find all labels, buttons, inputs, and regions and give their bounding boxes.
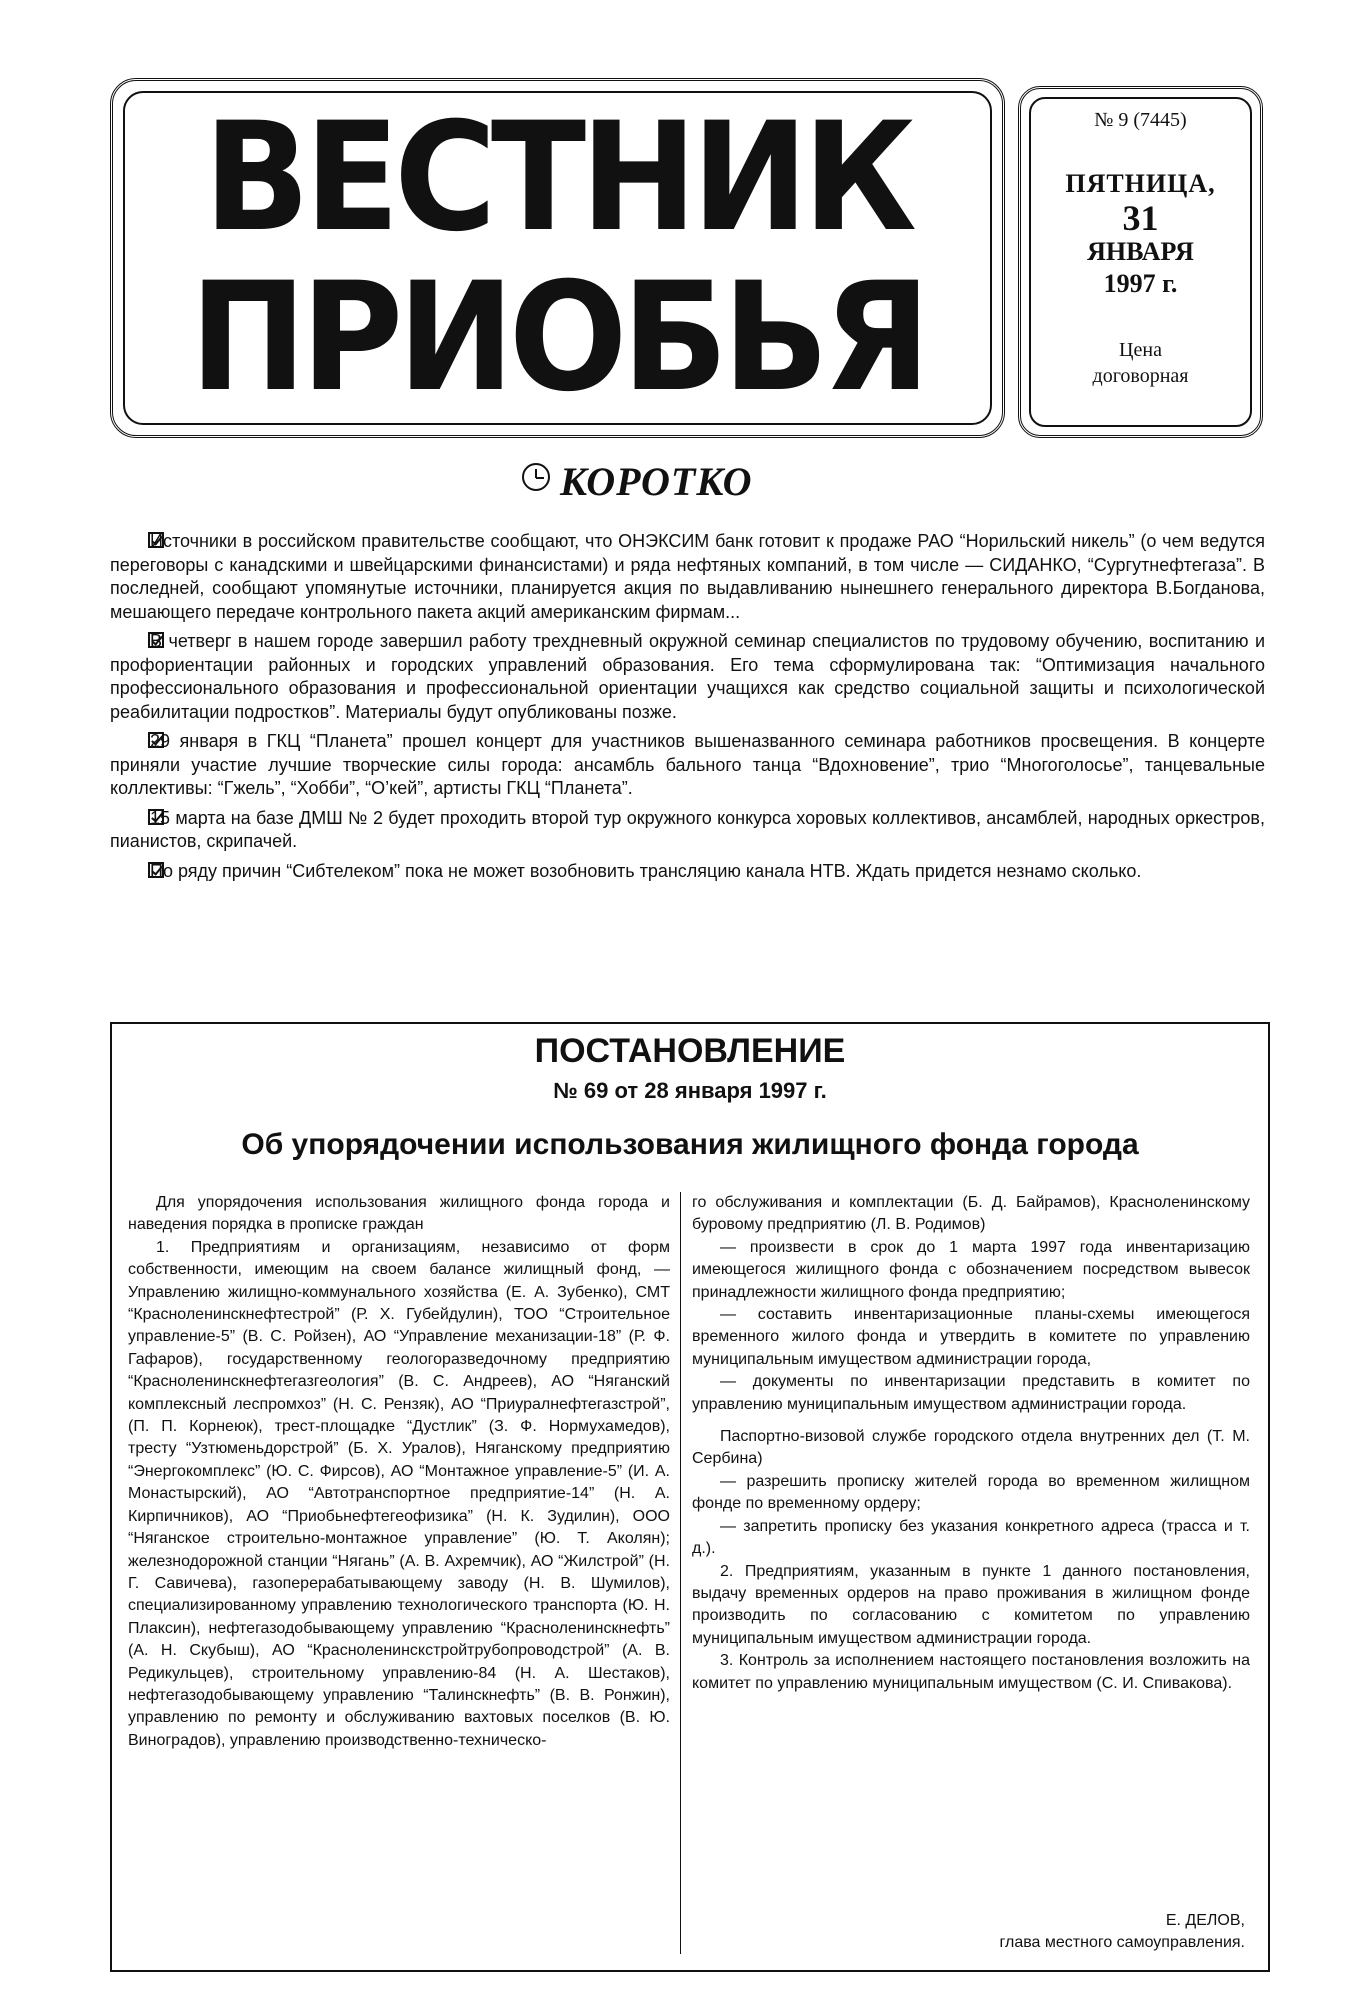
news-item <box>110 860 1265 884</box>
news-item-text: 29 января в ГКЦ “Планета” прошел концерт для участников вышеназванного семинара работников просвещения. В концерте приняли участие лучшие творческие силы города: ансамбль бального танца “Вдохновение”, трио “Многоголосье”, танцевальные коллективы: “Гжель”, “Хобби”, “О’кей”, артисты ГКЦ “Планета”. <box>110 731 1265 798</box>
decree-title: ПОСТАНОВЛЕНИЕ <box>534 1032 846 1070</box>
news-item-text: 15 марта на базе ДМШ № 2 будет проходить второй тур окружного конкурса хоровых коллективов, ансамблей, народных оркестров, пианистов, скрипачей. <box>110 807 1265 851</box>
news-item-text: В четверг в нашем городе завершил работу трехдневный окружной семинар специалистов по трудовому обучению, воспитанию и профориентации районных и городских управлений образования. Его тема сформулирована так: “Оптимизация начального профессионального образования и профессиональной ориентации учащихся как средство социальной защиты и психологической реабилитации подростков”. Материалы будут опубликованы позже. <box>110 631 1265 722</box>
issue-weekday: ПЯТНИЦА, <box>1065 169 1216 198</box>
decree-number: № 69 от 28 января 1997 г. <box>553 1078 827 1103</box>
news-item <box>110 730 1265 801</box>
decree-paragraph: го обслуживания и комплектации (Б. Д. Байрамов), Красноленинскому буровому предприятию (Л. В. Родимов) <box>692 1194 1250 1234</box>
issue-month: ЯНВАРЯ <box>1087 237 1194 266</box>
decree-column-left <box>128 1192 670 1752</box>
price-value: договорная <box>1092 365 1189 387</box>
decree-subject: Об упорядочении использования жилищного фонда города <box>241 1128 1139 1161</box>
issue-info-frame <box>1018 86 1263 438</box>
newspaper-title-line2: ПРИОБЬЯ <box>189 251 926 425</box>
news-item <box>110 530 1265 624</box>
checkbox-icon <box>148 632 164 648</box>
decree-paragraph: — документы по инвентаризации представить в комитет по управлению муниципальным имуществом администрации города. <box>692 1373 1250 1413</box>
decree-paragraph: 1. Предприятиям и организациям, независимо от форм собственности, имеющим на своем балансе жилищный фонд, — Управлению жилищно-коммунального хозяйства (Е. А. Зубенко), СМТ “Красноленинскнефтестрой” (Р. Х. Губейдулин), ТОО “Строительное управление-5” (В. С. Ройзен), АО “Управление механизации-18” (Р. Ф. Гафаров), государственному геологоразведочному предприятию “Красноленинскнефтегазгеология” (В. С. Андреев), АО “Няганский комплексный леспромхоз” (Н. С. Рензяк), АО “Приуралнефтегазстрой”, (П. П. Корнеюк), трест-площадке “Дустлик” (З. Ф. Нормухамедов), тресту “Узтюменьдорстрой” (Б. Х. Уралов), Няганскому предприятию “Энергокомплекс” (Ю. С. Фирсов), АО “Монтажное управление-5” (И. А. Монастырский), АО “Автотранспортное предприятие-14” (Н. А. Кирпичников), АО “Приобьнефтегеофизика” (Н. К. Зудилин), ООО “Няганское строительно-монтажное управление” (Ю. Т. Аколян); железнодорожной станции “Нягань” (А. В. Ахремчик), АО “Жилстрой” (Н. Г. Савичева), газоперерабатывающему заводу (Н. В. Шумилов), специализированному управлению технологического транспорта (Ю. Н. Плаксин), нефтегазодобывающему управлению “Красноленинскнефть” (А. Н. Скубыш), АО “Красноленинскстройтрубопроводстрой” (А. В. Редикульцев), строительному управлению-84 (Н. А. Шестаков), нефтегазодобывающему управлению “Талинскнефть” (В. В. Ронжин), управлению по ремонту и обслуживанию вахтовых поселков (В. Ю. Виноградов), управлению производственно-техническо- <box>128 1238 670 1749</box>
column-divider <box>680 1192 681 1954</box>
decree-paragraph: — произвести в срок до 1 марта 1997 года инвентаризацию имеющегося жилищного фонда с обозначением посредством вывесок принадлежности жилищного фонда предприятию; <box>692 1238 1250 1301</box>
masthead-title-frame <box>110 78 1005 438</box>
decree-paragraph: Для упорядочения использования жилищного фонда города и наведения порядка в прописке граждан <box>128 1194 670 1234</box>
decree-paragraph: — разрешить прописку жителей города во временном жилищном фонде по временному ордеру; <box>692 1472 1250 1513</box>
news-item-text: По ряду причин “Сибтелеком” пока не может возобновить трансляцию канала НТВ. Ждать придется незнамо сколько. <box>150 860 1142 881</box>
news-item-text: Источники в российском правительстве сообщают, что ОНЭКСИМ банк готовит к продаже РАО “Норильский никель” (о чем ведутся переговоры с канадскими и швейцарскими финансистами) и ряда нефтяных компаний, в том числе — СИДАНКО, “Сургутнефтегаза”. В последней, сообщают упомянутые источники, планируется акция по выдавливанию нынешнего генерального директора В.Богданова, мешающего передаче контрольного пакета акций американским фирмам... <box>110 531 1265 622</box>
signature-title: глава местного самоуправления. <box>999 1934 1245 1951</box>
newspaper-title-line1: ВЕСТНИК <box>203 91 912 265</box>
decree-paragraph: 2. Предприятиям, указанным в пункте 1 данного постановления, выдачу временных ордеров на право проживания в жилищном фонде производить по согласованию с комитетом по управлению муниципальным имуществом администрации города. <box>692 1562 1250 1647</box>
checkbox-icon <box>148 862 164 878</box>
decree-paragraph: Паспортно-визовой службе городского отдела внутренних дел (Т. М. Сербина) <box>692 1428 1250 1468</box>
decree-paragraph: — запретить прописку без указания конкретного адреса (трасса и т. д.). <box>692 1517 1250 1558</box>
decree-paragraph: — составить инвентаризационные планы-схемы имеющегося временного жилого фонда и утвердить в комитете по управлению муниципальным имуществом администрации города, <box>692 1306 1250 1368</box>
news-briefs <box>110 530 1265 889</box>
checkbox-icon <box>148 732 164 748</box>
clock-icon <box>522 463 550 491</box>
decree-paragraph: 3. Контроль за исполнением настоящего постановления возложить на комитет по управлению муниципальным имуществом (С. И. Спивакова). <box>692 1652 1250 1692</box>
issue-year: 1997 г. <box>1103 269 1178 298</box>
section-title-korotko: КОРОТКО <box>560 459 753 504</box>
issue-day: 31 <box>1122 198 1159 238</box>
price-label: Цена <box>1119 339 1162 361</box>
decree-column-right <box>692 1192 1250 1695</box>
checkbox-icon <box>148 532 164 548</box>
news-item <box>110 630 1265 724</box>
issue-number: № 9 (7445) <box>1094 109 1187 131</box>
news-item <box>110 807 1265 854</box>
signature-name: Е. ДЕЛОВ, <box>1165 1912 1245 1929</box>
checkbox-icon <box>148 809 164 825</box>
